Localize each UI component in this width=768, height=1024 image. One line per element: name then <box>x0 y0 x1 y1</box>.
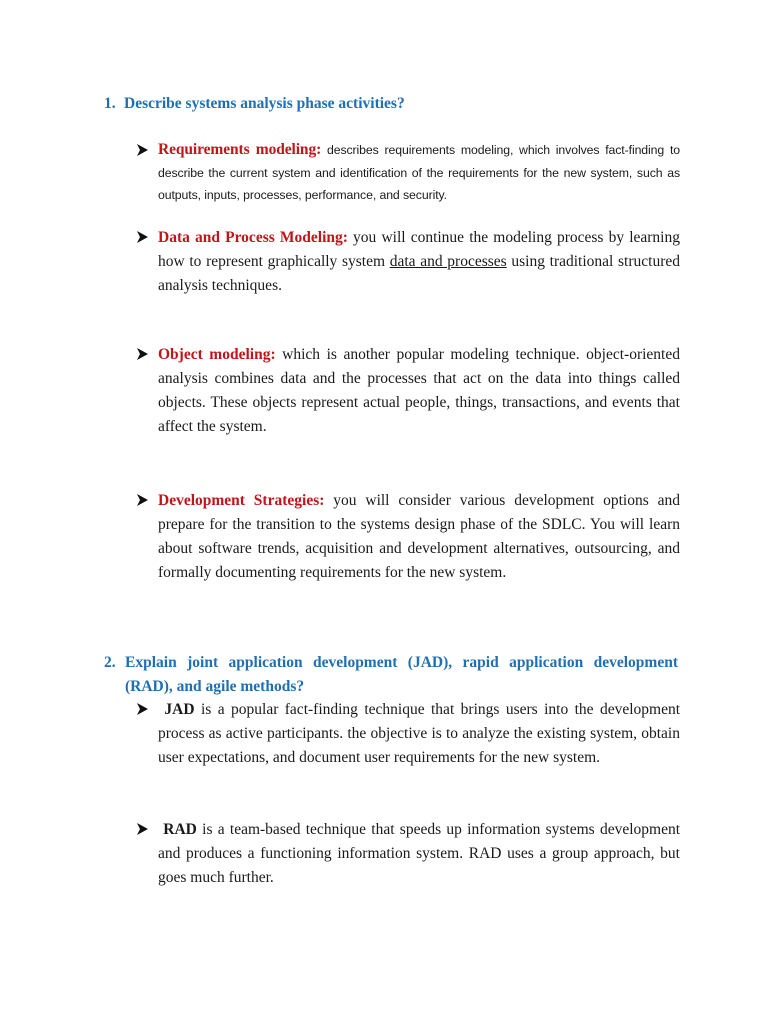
bullet-text <box>158 489 680 585</box>
bullet-data-process-modeling <box>136 226 680 298</box>
underlined-phrase: data and processes <box>389 253 507 270</box>
question-2-number: 2. <box>104 654 116 671</box>
bullet-jad <box>136 698 680 770</box>
bullet-text <box>158 343 680 439</box>
bullet-rad <box>136 818 680 890</box>
term-body-after: using traditional structured analysis techniques. <box>158 253 680 294</box>
term-label: Development Strategies: <box>158 492 325 509</box>
term-label: JAD <box>164 701 195 718</box>
question-1-number: 1. <box>104 95 116 112</box>
question-2-heading <box>104 651 678 699</box>
bullet-text <box>158 226 680 298</box>
term-body: is a popular fact-finding technique that brings users into the development process as active participants. the objective is to analyze the existing system, obtain user expectations, and document user requirements for the new system. <box>158 701 681 766</box>
bullet-object-modeling <box>136 343 680 439</box>
question-1-text: Describe systems analysis phase activities? <box>124 95 405 112</box>
term-label: Data and Process Modeling: <box>158 229 348 246</box>
question-2-text: Explain joint application development (JAD), rapid application development (RAD), and agile methods? <box>125 654 678 695</box>
term-body: describes requirements modeling, which involves fact-finding to describe the current system and identification of the requirements for the new system, such as outputs, inputs, processes, performance, and security. <box>158 143 681 202</box>
term-label: RAD <box>163 821 197 838</box>
arrowhead-bullet-icon <box>136 139 150 161</box>
arrowhead-bullet-icon <box>136 698 150 720</box>
term-label: Requirements modeling: <box>158 141 322 158</box>
bullet-text <box>158 818 680 890</box>
term-body: which is another popular modeling technique. object-oriented analysis combines data and the processes that act on the data into things called objects. These objects represent actual people, things, transactions, and events that affect the system. <box>158 346 680 435</box>
term-body-before: you will continue the modeling process by learning how to represent graphically system <box>158 229 680 270</box>
arrowhead-bullet-icon <box>136 343 150 365</box>
arrowhead-bullet-icon <box>136 489 150 511</box>
bullet-requirements-modeling <box>136 139 680 207</box>
bullet-development-strategies <box>136 489 680 585</box>
bullet-text <box>158 139 680 207</box>
question-1-heading <box>104 92 678 116</box>
term-body: is a team-based technique that speeds up information systems development and produces a functioning information system. RAD uses a group approach, but goes much further. <box>158 821 681 886</box>
arrowhead-bullet-icon <box>136 818 150 840</box>
term-label: Object modeling: <box>158 346 276 363</box>
term-body: you will consider various development options and prepare for the transition to the systems design phase of the SDLC. You will learn about software trends, acquisition and development alternatives, outsourcing, and formally documenting requirements for the new system. <box>158 492 680 581</box>
arrowhead-bullet-icon <box>136 226 150 248</box>
bullet-text <box>158 698 680 770</box>
